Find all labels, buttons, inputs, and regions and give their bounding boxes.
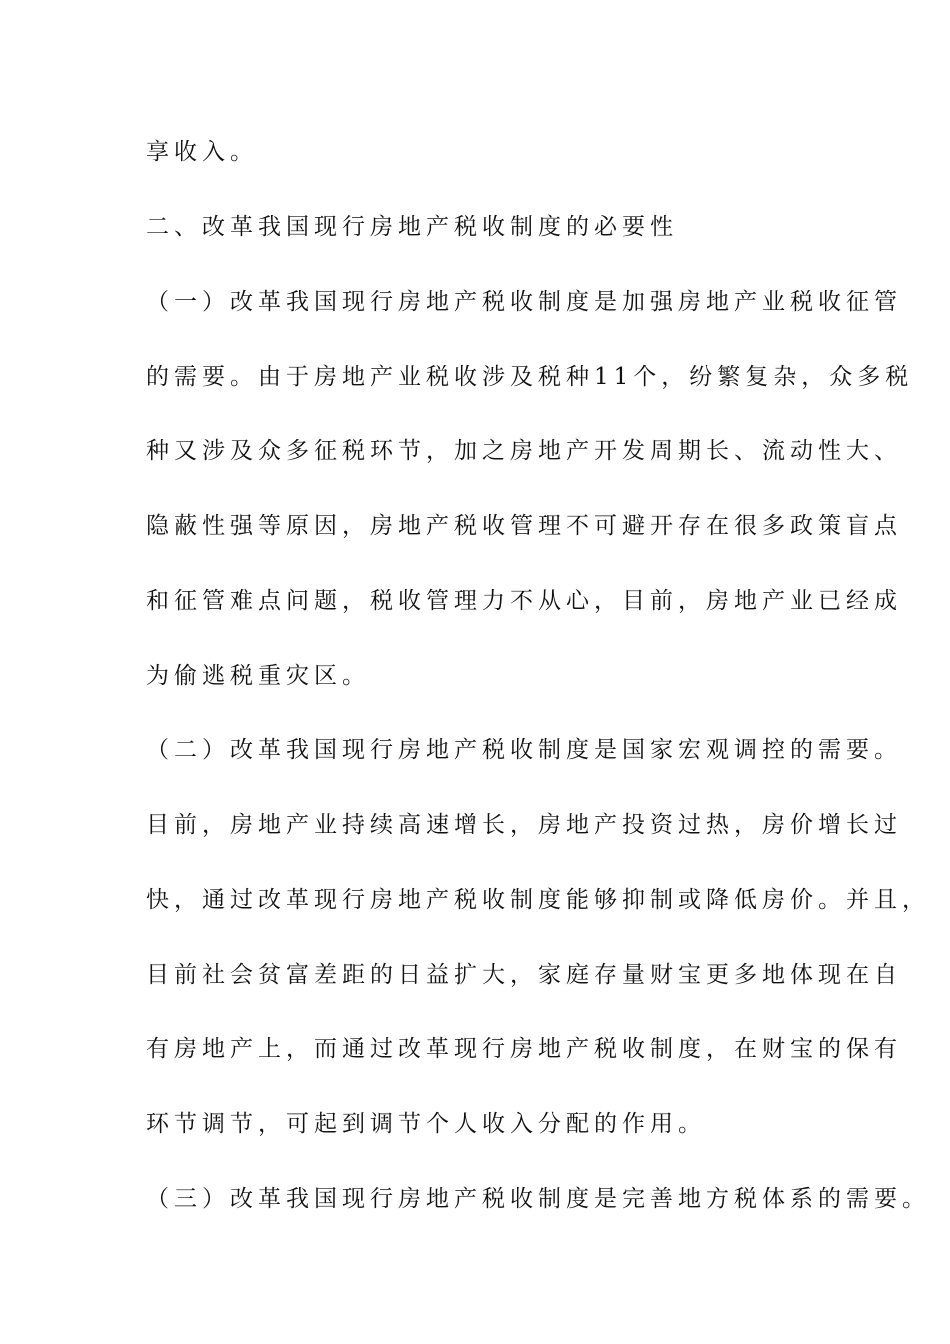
text-line-6: 隐蔽性强等原因，房地产税收管理不可避开存在很多政策盲点 <box>146 513 902 539</box>
text-line-9: （二）改革我国现行房地产税收制度是国家宏观调控的需要。 <box>146 737 902 763</box>
text-line-7: 和征管难点问题，税收管理力不从心，目前，房地产业已经成 <box>146 588 902 614</box>
text-line-11: 快，通过改革现行房地产税收制度能够抑制或降低房价。并且， <box>146 887 930 913</box>
text-line-4: 的需要。由于房地产业税收涉及税种11个，纷繁复杂，众多税 <box>146 364 914 390</box>
text-line-5: 种又涉及众多征税环节，加之房地产开发周期长、流动性大、 <box>146 438 902 464</box>
text-line-15: （三）改革我国现行房地产税收制度是完善地方税体系的需要。 <box>146 1186 930 1212</box>
text-line-1: 享收入。 <box>146 139 258 165</box>
text-line-13: 有房地产上，而通过改革现行房地产税收制度，在财宝的保有 <box>146 1036 902 1062</box>
text-line-14: 环节调节，可起到调节个人收入分配的作用。 <box>146 1111 706 1137</box>
text-line-12: 目前社会贫富差距的日益扩大，家庭存量财宝更多地体现在自 <box>146 962 902 988</box>
text-line-3: （一）改革我国现行房地产税收制度是加强房地产业税收征管 <box>146 289 902 315</box>
text-line-10: 目前，房地产业持续高速增长，房地产投资过热，房价增长过 <box>146 812 902 838</box>
section-heading: 二、改革我国现行房地产税收制度的必要性 <box>146 214 678 240</box>
text-line-8: 为偷逃税重灾区。 <box>146 663 370 689</box>
